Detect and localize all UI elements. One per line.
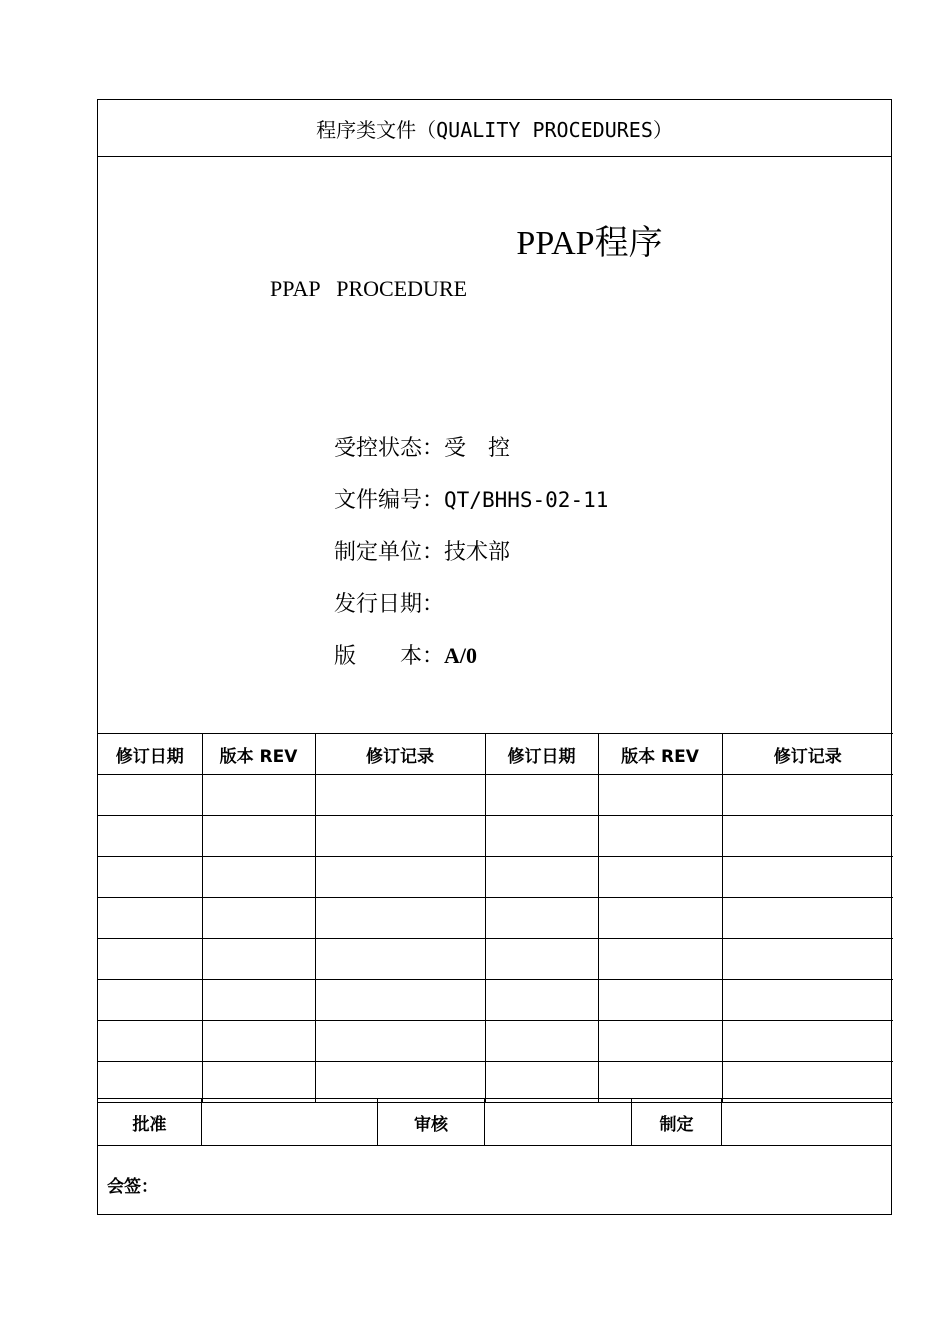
revision-version-header: 版本 REV — [202, 734, 315, 775]
version-value: A/0 — [444, 643, 478, 668]
revision-date-header: 修订日期 — [98, 734, 202, 775]
issue-date-label: 发行日期： — [334, 592, 445, 617]
document-number-label: 文件编号： — [334, 488, 445, 513]
revision-version-header: 版本 REV — [598, 734, 722, 775]
table-cell[interactable] — [98, 775, 202, 816]
table-cell[interactable] — [485, 898, 598, 939]
table-cell[interactable] — [598, 857, 722, 898]
table-cell[interactable] — [485, 980, 598, 1021]
table-cell[interactable] — [598, 1062, 722, 1103]
department-value: 技术部 — [444, 540, 511, 565]
table-row — [98, 1021, 893, 1062]
table-cell[interactable] — [598, 1021, 722, 1062]
table-cell[interactable] — [485, 816, 598, 857]
table-cell[interactable] — [315, 939, 485, 980]
table-cell[interactable] — [202, 980, 315, 1021]
table-row — [98, 816, 893, 857]
approve-label: 批准 — [98, 1099, 202, 1145]
table-row — [98, 857, 893, 898]
revision-date-header: 修订日期 — [485, 734, 598, 775]
table-row — [98, 775, 893, 816]
table-cell[interactable] — [315, 857, 485, 898]
table-cell[interactable] — [598, 980, 722, 1021]
revision-record-header: 修订记录 — [315, 734, 485, 775]
table-cell[interactable] — [315, 775, 485, 816]
prepare-field[interactable] — [722, 1099, 891, 1145]
control-status-value: 受 控 — [444, 436, 511, 461]
countersign-box[interactable] — [98, 1145, 891, 1215]
table-row — [98, 980, 893, 1021]
table-cell[interactable] — [722, 980, 893, 1021]
review-field[interactable] — [485, 1099, 632, 1145]
countersign-label: 会签： — [107, 1177, 158, 1197]
department-label: 制定单位： — [334, 540, 445, 565]
control-status-row — [334, 431, 510, 462]
table-cell[interactable] — [202, 939, 315, 980]
revision-table — [98, 733, 893, 1103]
table-cell[interactable] — [598, 775, 722, 816]
table-cell[interactable] — [98, 939, 202, 980]
table-cell[interactable] — [598, 898, 722, 939]
department-row — [334, 535, 510, 566]
table-cell[interactable] — [98, 1021, 202, 1062]
table-cell[interactable] — [722, 898, 893, 939]
table-cell[interactable] — [722, 775, 893, 816]
table-cell[interactable] — [315, 1062, 485, 1103]
table-cell[interactable] — [202, 1021, 315, 1062]
document-number-value: QT/BHHS-02-11 — [444, 488, 609, 512]
table-cell[interactable] — [485, 857, 598, 898]
table-cell[interactable] — [98, 1062, 202, 1103]
table-cell[interactable] — [485, 1021, 598, 1062]
table-row — [98, 1062, 893, 1103]
document-subtitle: PPAP PROCEDURE — [270, 276, 468, 301]
document-number-row — [334, 483, 608, 514]
document-title: PPAP程序 — [516, 225, 663, 262]
revision-record-header: 修订记录 — [722, 734, 893, 775]
prepare-label: 制定 — [632, 1099, 722, 1145]
table-cell[interactable] — [315, 898, 485, 939]
table-cell[interactable] — [202, 898, 315, 939]
review-label: 审核 — [378, 1099, 485, 1145]
approval-row — [98, 1098, 891, 1145]
table-cell[interactable] — [722, 1062, 893, 1103]
table-cell[interactable] — [722, 816, 893, 857]
control-status-label: 受控状态： — [334, 436, 445, 461]
table-row — [98, 898, 893, 939]
table-row — [98, 939, 893, 980]
table-cell[interactable] — [722, 939, 893, 980]
table-cell[interactable] — [98, 898, 202, 939]
table-cell[interactable] — [485, 775, 598, 816]
revision-header-row — [98, 734, 893, 775]
table-cell[interactable] — [202, 1062, 315, 1103]
table-cell[interactable] — [315, 980, 485, 1021]
table-cell[interactable] — [485, 939, 598, 980]
issue-date-row — [334, 587, 444, 618]
document-type-header: 程序类文件（QUALITY PROCEDURES） — [98, 100, 891, 157]
table-cell[interactable] — [315, 1021, 485, 1062]
table-cell[interactable] — [202, 857, 315, 898]
table-cell[interactable] — [598, 816, 722, 857]
table-cell[interactable] — [98, 816, 202, 857]
table-cell[interactable] — [485, 1062, 598, 1103]
document-frame — [97, 99, 892, 1215]
version-row — [334, 639, 477, 670]
version-label: 版 本： — [334, 644, 445, 669]
table-cell[interactable] — [598, 939, 722, 980]
table-cell[interactable] — [98, 980, 202, 1021]
table-cell[interactable] — [98, 857, 202, 898]
table-cell[interactable] — [722, 1021, 893, 1062]
table-cell[interactable] — [202, 775, 315, 816]
approve-field[interactable] — [202, 1099, 378, 1145]
table-cell[interactable] — [202, 816, 315, 857]
table-cell[interactable] — [722, 857, 893, 898]
table-cell[interactable] — [315, 816, 485, 857]
